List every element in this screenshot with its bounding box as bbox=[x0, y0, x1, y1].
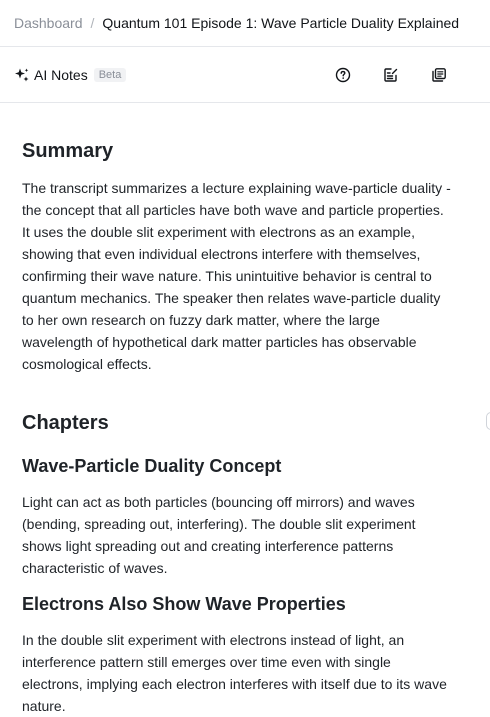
chapter-title: Wave-Particle Duality Concept bbox=[22, 456, 282, 476]
panel-resize-handle[interactable] bbox=[486, 412, 490, 430]
summary-heading: Summary bbox=[22, 140, 114, 162]
chapter-text: Light can act as both particles (bouncing off mirrors) and waves (bending, spreading out, interfering). The double slit experiment shows light spreading out and creating interference patterns characteristic of waves. bbox=[22, 494, 416, 576]
sparkle-icon bbox=[14, 67, 30, 83]
breadcrumb-separator: / bbox=[90, 15, 95, 31]
notes-content bbox=[22, 103, 452, 717]
edit-notes-icon bbox=[383, 67, 399, 83]
ai-notes-label: AI Notes bbox=[34, 66, 88, 83]
chapters-heading: Chapters bbox=[22, 412, 109, 434]
help-circle-icon bbox=[335, 67, 351, 83]
chapter-text: In the double slit experiment with electrons instead of light, an interference pattern still emerges over time even with single electrons, implying each electron interferes with itself due to its wave nature. bbox=[22, 632, 447, 714]
breadcrumb-current-page: Quantum 101 Episode 1: Wave Particle Duality Explained bbox=[102, 15, 460, 31]
chapter-title: Electrons Also Show Wave Properties bbox=[22, 594, 346, 614]
ai-notes-header bbox=[0, 47, 490, 103]
copy-icon bbox=[431, 67, 447, 83]
ai-notes-title bbox=[14, 67, 126, 83]
breadcrumb bbox=[0, 0, 490, 47]
help-button[interactable] bbox=[333, 65, 353, 85]
breadcrumb-dashboard-link[interactable]: Dashboard bbox=[14, 15, 83, 31]
copy-button[interactable] bbox=[429, 65, 449, 85]
beta-badge: Beta bbox=[94, 68, 127, 82]
edit-notes-button[interactable] bbox=[381, 65, 401, 85]
summary-text: The transcript summarizes a lecture explaining wave-particle duality - the concept that all particles have both wave and particle properties. It uses the double slit experiment with electrons as an example, showing that even individual electrons interfere with themselves, confirming their wave nature. This unintuitive behavior is central to quantum mechanics. The speaker then relates wave-particle duality to her own research on fuzzy dark matter, where the large wavelength of hypothetical dark matter particles has observable cosmological effects. bbox=[22, 180, 451, 372]
